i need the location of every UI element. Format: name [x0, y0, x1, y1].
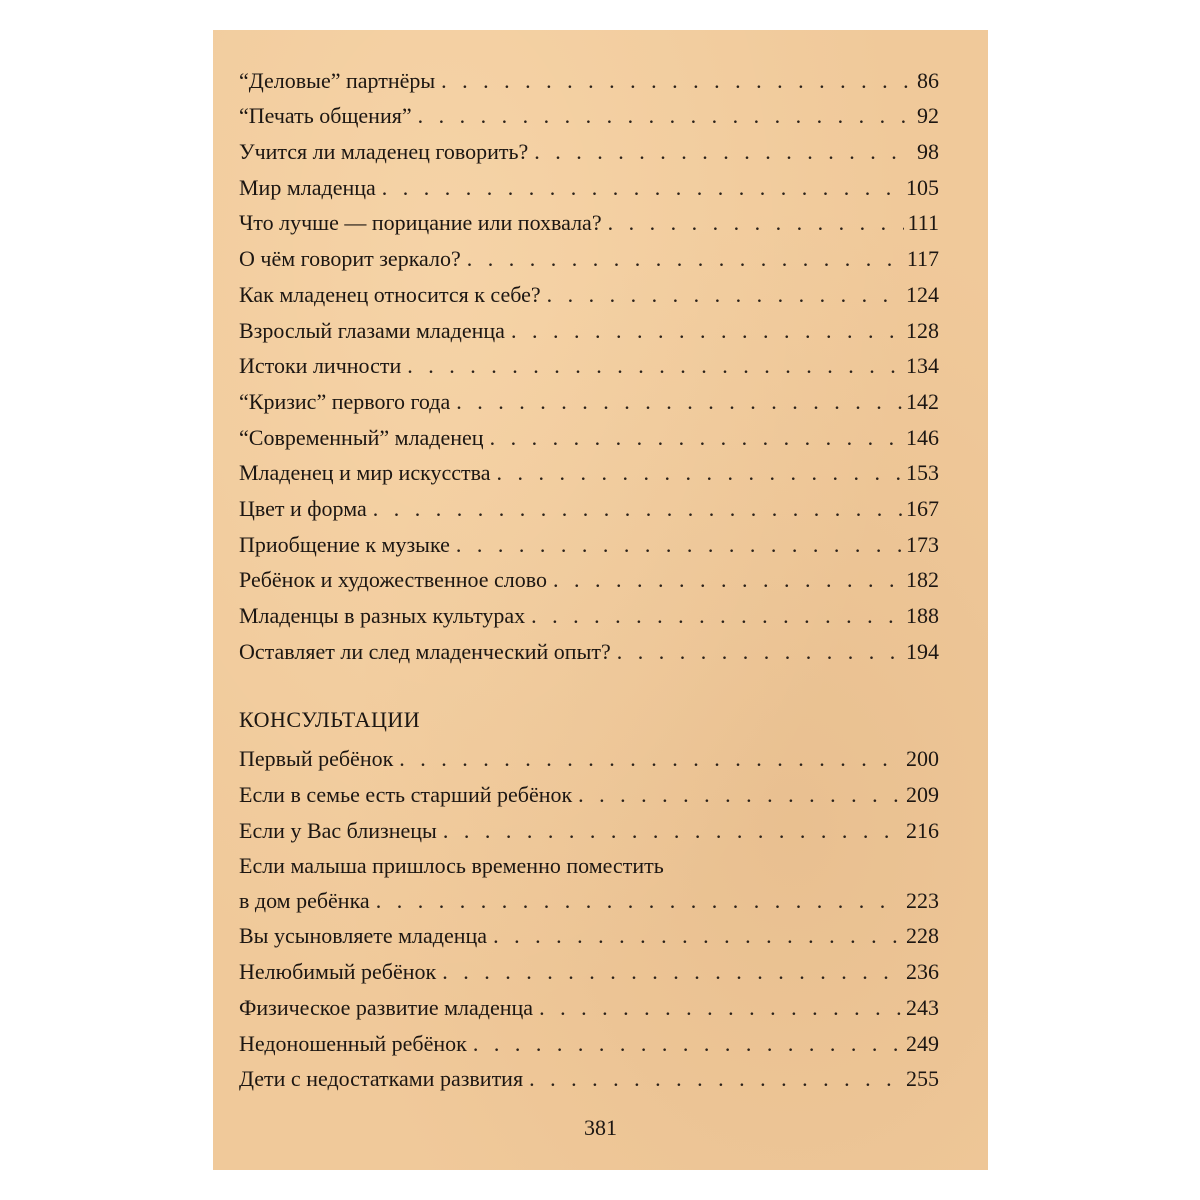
toc-entry-page: 255 — [906, 1066, 939, 1092]
toc-entry — [239, 274, 939, 310]
toc-entry-page: 200 — [906, 746, 939, 772]
toc-entry-title-line-1: Если малыша пришлось временно поместить — [239, 852, 664, 878]
toc-entry-page: 111 — [907, 210, 939, 236]
toc-entry-page: 243 — [906, 994, 939, 1020]
toc-entry — [239, 381, 939, 417]
toc-entry — [239, 96, 939, 132]
leader-dots — [608, 208, 904, 238]
toc-entry — [239, 524, 939, 560]
table-of-contents — [239, 60, 939, 1094]
page-number: 381 — [584, 1115, 617, 1140]
leader-dots — [467, 244, 903, 274]
leader-dots — [553, 565, 902, 595]
toc-entry-title: “Кризис” первого года — [239, 388, 451, 414]
toc-entry — [239, 560, 939, 596]
toc-entry-title: Если в семье есть старший ребёнок — [239, 782, 573, 808]
toc-entry-title: Вы усыновляете младенца — [239, 923, 488, 949]
toc-entry-page: 98 — [917, 139, 939, 165]
toc-entry — [239, 846, 939, 916]
toc-entry-title: Ребёнок и художественное слово — [239, 567, 548, 593]
toc-entry-title: Младенец и мир искусства — [239, 460, 491, 486]
leader-dots — [529, 1064, 902, 1094]
toc-entry-page: 124 — [906, 281, 939, 307]
toc-entry-page: 117 — [906, 246, 939, 272]
leader-dots — [531, 601, 902, 631]
toc-entry — [239, 595, 939, 631]
toc-entry — [239, 916, 939, 952]
leader-dots — [490, 423, 902, 453]
toc-entry-title: “Деловые” партнёры — [239, 67, 436, 93]
toc-entry-title: О чём говорит зеркало? — [239, 246, 461, 272]
toc-entry-title: Что лучше — порицание или похвала? — [239, 210, 602, 236]
toc-entry-title: Дети с недостатками развития — [239, 1066, 524, 1092]
toc-entry-page: 86 — [917, 67, 939, 93]
toc-entry-page: 128 — [906, 317, 939, 343]
toc-entry — [239, 238, 939, 274]
toc-entry-title: Нелюбимый ребёнок — [239, 959, 437, 985]
toc-part-2a — [239, 739, 939, 846]
toc-entry-page: 223 — [906, 887, 939, 913]
leader-dots — [578, 780, 902, 810]
toc-entry-title: Недоношенный ребёнок — [239, 1030, 467, 1056]
toc-entry — [239, 774, 939, 810]
leader-dots — [443, 816, 902, 846]
toc-entry-page: 249 — [906, 1030, 939, 1056]
leader-dots — [418, 101, 913, 131]
leader-dots — [399, 744, 902, 774]
toc-entry-page: 167 — [906, 495, 939, 521]
toc-entry — [239, 951, 939, 987]
leader-dots — [442, 957, 902, 987]
leader-dots — [376, 886, 902, 916]
toc-entry-title: Взрослый глазами младенца — [239, 317, 505, 343]
toc-entry-page: 142 — [906, 388, 939, 414]
toc-entry-page: 209 — [906, 782, 939, 808]
toc-entry-page: 194 — [906, 638, 939, 664]
toc-entry — [239, 987, 939, 1023]
leader-dots — [511, 316, 902, 346]
leader-dots — [473, 1029, 902, 1059]
toc-entry-page: 146 — [906, 424, 939, 450]
toc-entry-title: Учится ли младенец говорить? — [239, 139, 529, 165]
toc-entry — [239, 131, 939, 167]
toc-entry-title: Мир младенца — [239, 174, 376, 200]
leader-dots — [373, 494, 902, 524]
toc-entry-title: Физическое развитие младенца — [239, 994, 534, 1020]
toc-entry-page: 228 — [906, 923, 939, 949]
toc-entry-page: 236 — [906, 959, 939, 985]
toc-entry-page: 153 — [906, 460, 939, 486]
toc-entry-title: Истоки личности — [239, 353, 402, 379]
toc-entry — [239, 488, 939, 524]
toc-entry-title: Приобщение к музыке — [239, 531, 450, 557]
toc-entry-page: 188 — [906, 603, 939, 628]
toc-entry — [239, 310, 939, 346]
toc-entry — [239, 1023, 939, 1059]
leader-dots — [617, 637, 902, 667]
toc-entry — [239, 203, 939, 239]
toc-entry — [239, 60, 939, 96]
toc-entry-page: 105 — [906, 174, 939, 200]
toc-entry — [239, 417, 939, 453]
leader-dots — [547, 280, 902, 310]
section-heading: КОНСУЛЬТАЦИИ — [239, 706, 421, 732]
toc-entry-title: Первый ребёнок — [239, 746, 394, 772]
toc-entry — [239, 453, 939, 489]
toc-entry-page: 134 — [906, 353, 939, 379]
toc-entry — [239, 167, 939, 203]
toc-entry-title: “Современный” младенец — [239, 424, 484, 450]
toc-part-1 — [239, 60, 939, 667]
toc-entry — [239, 346, 939, 382]
toc-entry-page: 173 — [906, 531, 939, 557]
toc-entry-title-line-2: в дом ребёнка — [239, 887, 370, 913]
toc-entry-page: 182 — [906, 567, 939, 593]
leader-dots — [456, 530, 902, 560]
toc-entry-title: Если у Вас близнецы — [239, 817, 437, 843]
toc-entry-page: 216 — [906, 817, 939, 843]
book-page — [213, 30, 988, 1170]
toc-entry-page: 92 — [917, 103, 939, 129]
toc-entry — [239, 1059, 939, 1095]
toc-part-2b — [239, 916, 939, 1094]
toc-entry — [239, 631, 939, 667]
toc-entry-title: Оставляет ли след младенческий опыт? — [239, 638, 611, 664]
toc-entry-title: Цвет и форма — [239, 495, 367, 521]
leader-dots — [456, 387, 902, 417]
toc-entry-title: Младенцы в разных культурах — [239, 603, 526, 628]
leader-dots — [496, 458, 902, 488]
leader-dots — [539, 993, 902, 1023]
toc-entry-title: Как младенец относится к себе? — [239, 281, 541, 307]
leader-dots — [382, 173, 902, 203]
toc-entry-title: “Печать общения” — [239, 103, 412, 129]
leader-dots — [407, 351, 902, 381]
leader-dots — [441, 66, 913, 96]
toc-entry — [239, 739, 939, 775]
leader-dots — [534, 137, 913, 167]
toc-entry — [239, 810, 939, 846]
leader-dots — [493, 921, 902, 951]
